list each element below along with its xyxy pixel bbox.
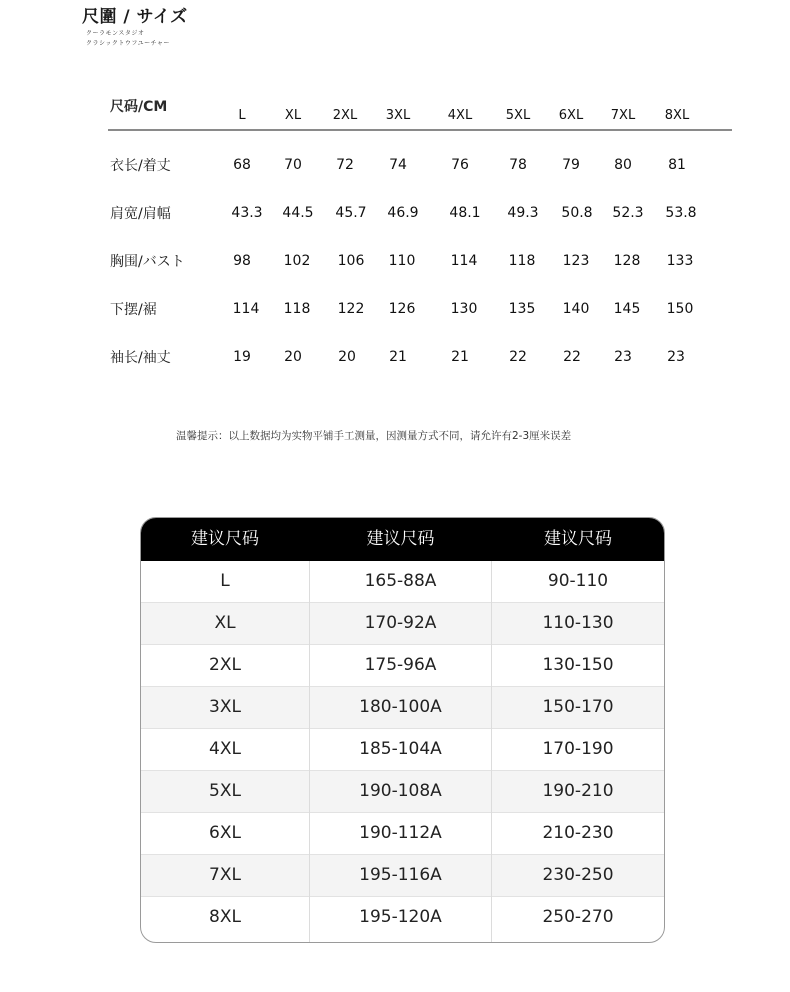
measurement-row-label: 肩宽/肩幅: [110, 206, 171, 222]
recommended-size-table: [140, 517, 665, 943]
table-cell: 4XL: [209, 739, 241, 759]
page-title: 尺圍 / サイズ: [82, 7, 188, 27]
measurement-cell: 76: [451, 157, 469, 173]
measurement-cell: 50.8: [561, 205, 593, 221]
measurement-cell: 20: [284, 349, 302, 365]
table-cell: 170-190: [542, 739, 614, 759]
table-cell: 170-92A: [364, 613, 437, 633]
unit-label: 尺码/CM: [110, 99, 168, 115]
measurement-cell: 135: [508, 301, 536, 317]
measurement-row-label: 胸围/バスト: [110, 254, 185, 270]
column-divider: [491, 561, 492, 942]
table-cell: 165-88A: [364, 571, 437, 591]
table-cell: 210-230: [542, 823, 614, 843]
measurement-cell: 21: [451, 349, 469, 365]
measurement-cell: 22: [563, 349, 581, 365]
table-cell: 250-270: [542, 907, 614, 927]
measurement-cell: 118: [283, 301, 311, 317]
measurement-cell: 81: [668, 157, 686, 173]
size-column-header: L: [238, 108, 246, 123]
measurement-cell: 122: [337, 301, 365, 317]
measurement-cell: 23: [667, 349, 685, 365]
measurement-row-label: 袖长/袖丈: [110, 350, 171, 366]
measurement-cell: 110: [388, 253, 416, 269]
measurement-cell: 140: [562, 301, 590, 317]
table-cell: 110-130: [542, 613, 614, 633]
recommended-size-header-cell: 建议尺码: [366, 529, 435, 549]
table-cell: XL: [214, 613, 236, 633]
measurement-cell: 145: [613, 301, 641, 317]
size-column-header: 4XL: [447, 108, 473, 123]
recommended-size-header: [141, 518, 664, 561]
measurement-cell: 49.3: [507, 205, 539, 221]
table-cell: 90-110: [547, 571, 609, 591]
measurement-cell: 44.5: [282, 205, 314, 221]
table-cell: 195-116A: [359, 865, 442, 885]
table-row: [141, 855, 664, 897]
measurement-cell: 23: [614, 349, 632, 365]
size-column-header: XL: [284, 108, 302, 123]
table-cell: 130-150: [542, 655, 614, 675]
page-subtitle-1: クーラモンスタジオ: [86, 30, 145, 37]
table-row: [141, 561, 664, 603]
measurement-cell: 98: [233, 253, 251, 269]
size-column-header: 5XL: [505, 108, 531, 123]
measurement-cell: 130: [450, 301, 478, 317]
measurement-cell: 19: [233, 349, 251, 365]
size-column-header: 7XL: [610, 108, 636, 123]
measurement-cell: 70: [284, 157, 302, 173]
measurement-cell: 43.3: [231, 205, 263, 221]
table-cell: 3XL: [209, 697, 241, 717]
table-row: [141, 645, 664, 687]
measurement-cell: 48.1: [449, 205, 481, 221]
table-cell: 150-170: [542, 697, 614, 717]
table-cell: L: [220, 571, 230, 591]
measurement-cell: 52.3: [612, 205, 644, 221]
measurement-row-label: 衣长/着丈: [110, 158, 171, 174]
table-row: [141, 687, 664, 729]
table-cell: 195-120A: [359, 907, 442, 927]
measurement-cell: 102: [283, 253, 311, 269]
measurement-cell: 126: [388, 301, 416, 317]
measurement-note: 温馨提示：以上数据均为实物平铺手工测量，因测量方式不同，请允许有2-3厘米误差: [176, 430, 572, 442]
measurement-cell: 53.8: [665, 205, 697, 221]
measurement-cell: 114: [450, 253, 478, 269]
table-cell: 6XL: [209, 823, 241, 843]
table-cell: 7XL: [209, 865, 241, 885]
measurement-cell: 133: [666, 253, 694, 269]
measurement-cell: 79: [562, 157, 580, 173]
measurement-cell: 114: [232, 301, 260, 317]
table-cell: 230-250: [542, 865, 614, 885]
table-cell: 175-96A: [364, 655, 437, 675]
table-cell: 185-104A: [359, 739, 442, 759]
size-column-header: 8XL: [664, 108, 690, 123]
measurement-cell: 106: [337, 253, 365, 269]
measurement-cell: 118: [508, 253, 536, 269]
table-row: [141, 729, 664, 771]
header-divider: [108, 129, 732, 131]
table-cell: 190-108A: [359, 781, 442, 801]
size-column-header: 2XL: [332, 108, 358, 123]
table-row: [141, 771, 664, 813]
measurement-cell: 123: [562, 253, 590, 269]
table-cell: 190-112A: [359, 823, 442, 843]
table-cell: 180-100A: [359, 697, 442, 717]
measurement-cell: 22: [509, 349, 527, 365]
table-row: [141, 897, 664, 939]
measurement-row-label: 下摆/裾: [110, 302, 157, 318]
size-column-header: 3XL: [385, 108, 411, 123]
measurement-cell: 74: [389, 157, 407, 173]
measurement-cell: 72: [336, 157, 354, 173]
recommended-size-header-cell: 建议尺码: [544, 529, 612, 549]
measurement-cell: 46.9: [387, 205, 419, 221]
measurement-cell: 21: [389, 349, 407, 365]
table-cell: 8XL: [209, 907, 241, 927]
measurement-cell: 68: [233, 157, 251, 173]
column-divider: [309, 561, 310, 942]
measurement-cell: 150: [666, 301, 694, 317]
measurement-cell: 45.7: [335, 205, 367, 221]
measurement-cell: 78: [509, 157, 527, 173]
table-cell: 190-210: [542, 781, 614, 801]
table-cell: 2XL: [209, 655, 241, 675]
size-column-header: 6XL: [558, 108, 584, 123]
table-row: [141, 813, 664, 855]
measurement-cell: 80: [614, 157, 632, 173]
recommended-size-header-cell: 建议尺码: [191, 529, 259, 549]
table-cell: 5XL: [209, 781, 241, 801]
table-row: [141, 603, 664, 645]
page-subtitle-2: クラシックトウフユーチャー: [86, 40, 170, 47]
measurement-cell: 128: [613, 253, 641, 269]
measurement-cell: 20: [338, 349, 356, 365]
